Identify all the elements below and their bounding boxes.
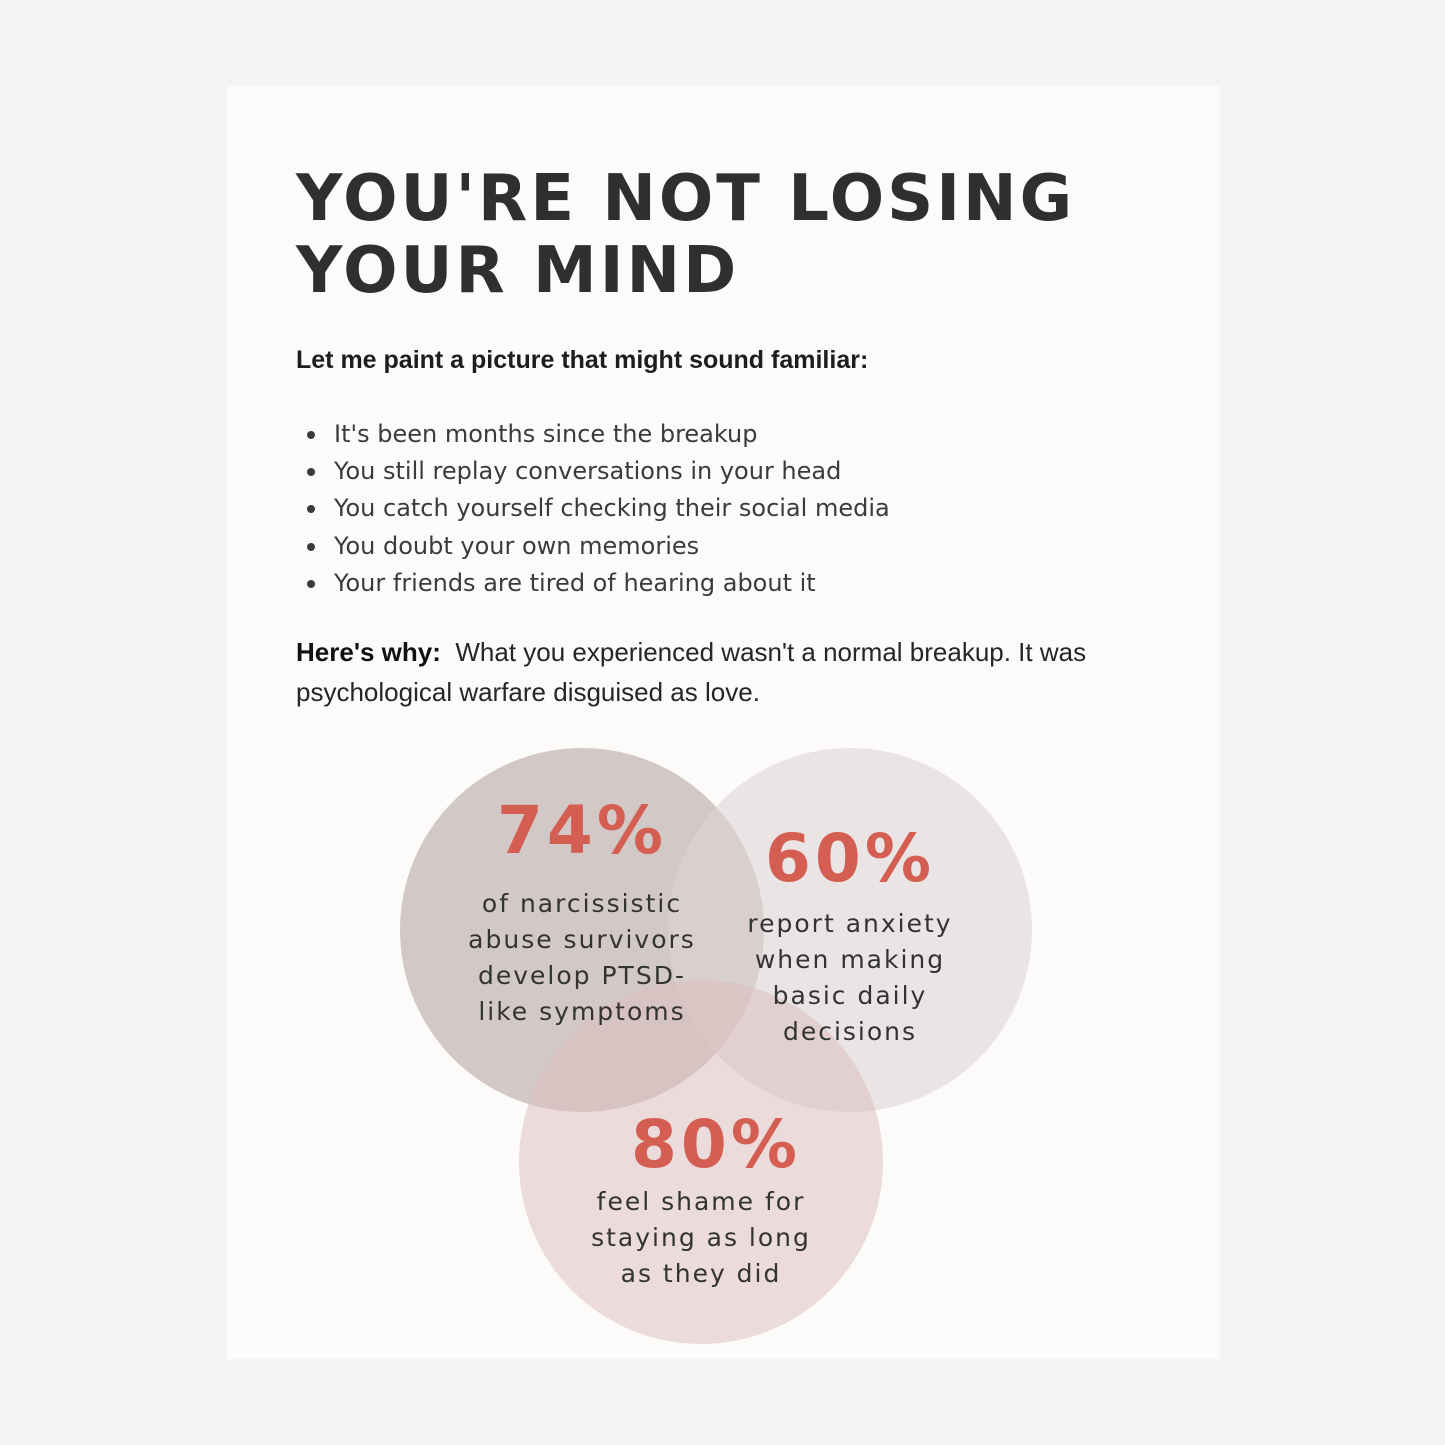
symptom-list xyxy=(334,416,890,602)
why-paragraph xyxy=(296,632,1116,712)
list-item: It's been months since the breakup xyxy=(334,416,890,453)
page-title xyxy=(296,163,1075,307)
stat-description: feel shame for staying as long as they did xyxy=(591,1187,811,1288)
list-item: You still replay conversations in your head xyxy=(334,453,890,490)
intro-text: Let me paint a picture that might sound familiar: xyxy=(296,346,869,374)
title-line-2: YOUR MIND xyxy=(296,234,740,308)
list-item: You doubt your own memories xyxy=(334,528,890,565)
stat-value: 60% xyxy=(765,820,935,897)
list-item: Your friends are tired of hearing about it xyxy=(334,565,890,602)
stat-74 xyxy=(432,794,732,1030)
why-label: Here's why: xyxy=(296,637,441,667)
stat-60 xyxy=(700,822,1000,1050)
stat-description: of narcissistic abuse survivors develop PTSD- like symptoms xyxy=(468,889,696,1026)
list-item: You catch yourself checking their social media xyxy=(334,490,890,527)
stat-80 xyxy=(551,1108,851,1292)
stat-value: 74% xyxy=(497,792,667,869)
why-text: What you experienced wasn't a normal breakup. It was psychological warfare disguised as love. xyxy=(296,637,1087,707)
stat-description: report anxiety when making basic daily decisions xyxy=(747,909,953,1046)
stat-value: 80% xyxy=(631,1106,801,1183)
title-line-1: YOU'RE NOT LOSING xyxy=(296,162,1076,236)
